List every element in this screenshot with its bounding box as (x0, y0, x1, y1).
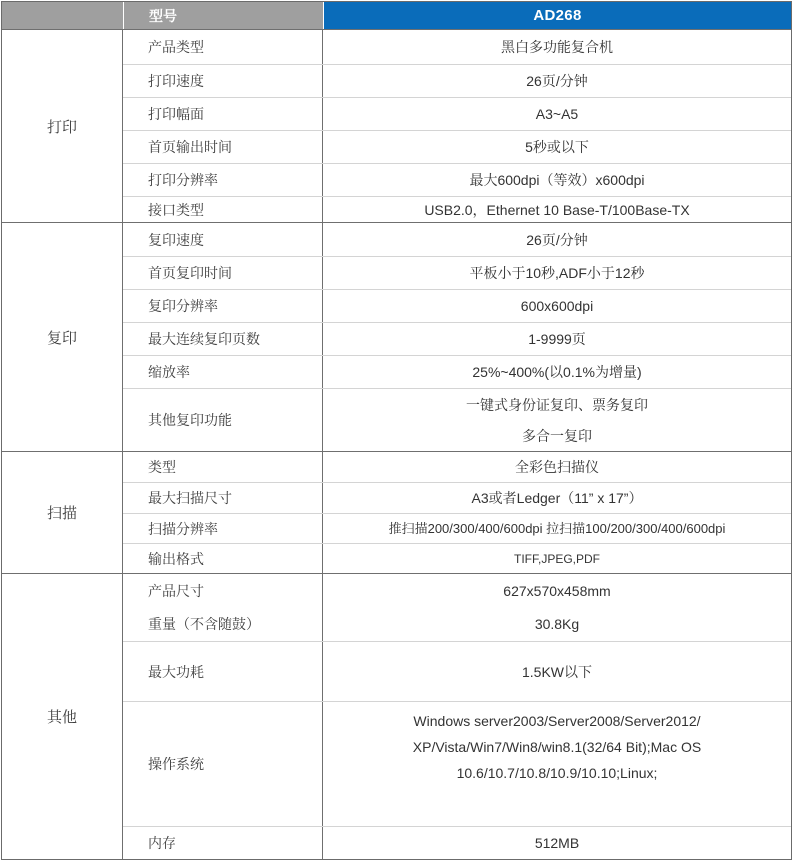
spec-value: 30.8Kg (534, 616, 580, 633)
spec-row (123, 543, 791, 573)
spec-value: USB2.0，Ethernet 10 Base-T/100Base-TX (424, 201, 690, 218)
spec-label-cell (123, 642, 323, 701)
spec-value-cell (323, 356, 791, 388)
spec-label: 打印速度 (148, 73, 204, 89)
spec-label-cell (123, 164, 323, 196)
spec-value: 全彩色扫描仪 (515, 459, 599, 475)
spec-label-cell (123, 223, 323, 256)
spec-label: 最大扫描尺寸 (148, 490, 232, 506)
section-rows (123, 574, 791, 859)
spec-label-cell (123, 483, 323, 513)
spec-value: 600x600dpi (520, 298, 594, 314)
spec-label-cell (123, 197, 323, 222)
spec-value-cell (323, 131, 791, 163)
spec-label: 产品尺寸 (148, 582, 204, 599)
spec-value-cell (323, 290, 791, 322)
spec-value-cell (323, 544, 791, 573)
section-rows (123, 223, 791, 451)
spec-row (123, 388, 791, 451)
spec-label: 重量（不含随鼓） (148, 616, 260, 633)
spec-row (123, 130, 791, 163)
spec-value-cell (323, 389, 791, 451)
section-scan (2, 451, 791, 573)
spec-value: 推扫描200/300/400/600dpi 拉扫描100/200/300/400/600dpi (388, 520, 726, 536)
spec-value: 多合一复印 (522, 427, 592, 444)
spec-value: Windows server2003/Server2008/Server2012/ (413, 713, 701, 729)
spec-row (123, 163, 791, 196)
spec-label: 输出格式 (148, 550, 204, 567)
spec-value: 512MB (534, 835, 580, 851)
spec-value-cell (323, 257, 791, 289)
spec-value-cell (323, 65, 791, 97)
spec-value-cell (323, 514, 791, 543)
spec-label: 打印分辨率 (148, 172, 218, 188)
spec-row (123, 826, 791, 859)
spec-value-cell (323, 702, 791, 826)
spec-value-cell (323, 30, 791, 64)
spec-value: 平板小于10秒,ADF小于12秒 (469, 265, 645, 281)
section-label-copy: 复印 (2, 223, 123, 451)
spec-row (123, 574, 791, 641)
spec-label-cell (123, 131, 323, 163)
spec-label-cell (123, 514, 323, 543)
spec-row (123, 196, 791, 222)
spec-value: TIFF,JPEG,PDF (513, 551, 600, 566)
spec-value: 26页/分钟 (526, 73, 588, 89)
spec-label: 首页复印时间 (148, 265, 232, 281)
spec-label-cell (123, 702, 323, 826)
spec-table (1, 1, 792, 860)
spec-row (123, 97, 791, 130)
header-corner-cell (2, 2, 123, 29)
spec-row (123, 322, 791, 355)
spec-value: 25%~400%(以0.1%为增量) (472, 364, 642, 380)
spec-row (123, 355, 791, 388)
spec-value: 627x570x458mm (503, 582, 611, 599)
spec-value: A3或者Ledger（11” x 17”） (471, 490, 643, 506)
spec-row (123, 223, 791, 256)
spec-value-cell (323, 642, 791, 701)
spec-row (123, 482, 791, 513)
spec-label: 类型 (148, 459, 176, 475)
spec-value-cell (323, 483, 791, 513)
spec-value-cell (323, 452, 791, 482)
section-print (2, 29, 791, 222)
spec-label-cell (123, 290, 323, 322)
spec-label: 最大连续复印页数 (148, 331, 260, 347)
section-label-scan: 扫描 (2, 452, 123, 573)
spec-label: 复印速度 (148, 231, 204, 248)
spec-value: 最大600dpi（等效）x600dpi (469, 172, 645, 188)
header-model-label: 型号 (123, 2, 323, 29)
spec-label: 接口类型 (148, 201, 204, 218)
spec-row (123, 64, 791, 97)
spec-label: 最大功耗 (148, 663, 204, 680)
spec-row (123, 256, 791, 289)
spec-label-cell (123, 323, 323, 355)
spec-value-cell (323, 323, 791, 355)
section-label-other: 其他 (2, 574, 123, 859)
spec-value: 1-9999页 (528, 331, 586, 347)
spec-value: A3~A5 (535, 106, 579, 122)
spec-value: 26页/分钟 (526, 231, 588, 248)
spec-row (123, 641, 791, 701)
spec-label: 产品类型 (148, 39, 204, 55)
spec-value: 一键式身份证复印、票务复印 (466, 396, 648, 413)
spec-label: 扫描分辨率 (148, 520, 218, 537)
section-other (2, 573, 791, 859)
spec-value-cell (323, 223, 791, 256)
table-header-row (2, 2, 791, 29)
section-rows (123, 452, 791, 573)
section-label-print: 打印 (2, 30, 123, 222)
spec-sections (2, 29, 791, 859)
section-copy (2, 222, 791, 451)
section-rows (123, 30, 791, 222)
spec-label-cell (123, 389, 323, 451)
spec-value: 5秒或以下 (525, 139, 589, 155)
spec-value: 10.6/10.7/10.8/10.9/10.10;Linux; (456, 765, 658, 781)
spec-row (123, 513, 791, 543)
spec-value: XP/Vista/Win7/Win8/win8.1(32/64 Bit);Mac OS (412, 739, 702, 755)
spec-value-cell (323, 827, 791, 859)
spec-label: 缩放率 (148, 364, 190, 380)
spec-row (123, 289, 791, 322)
spec-label-cell (123, 452, 323, 482)
spec-value-cell (323, 164, 791, 196)
spec-label: 其他复印功能 (148, 412, 232, 428)
spec-label: 操作系统 (148, 756, 204, 772)
spec-value: 黑白多功能复合机 (501, 39, 613, 55)
spec-label: 首页输出时间 (148, 139, 232, 155)
spec-label: 内存 (148, 835, 176, 851)
spec-label-cell (123, 257, 323, 289)
spec-label-cell (123, 30, 323, 64)
spec-label-cell (123, 356, 323, 388)
spec-row (123, 701, 791, 826)
spec-label: 打印幅面 (148, 106, 204, 122)
spec-label-cell (123, 98, 323, 130)
spec-label-cell (123, 827, 323, 859)
spec-value-cell (323, 197, 791, 222)
spec-label-cell (123, 574, 323, 641)
spec-label: 复印分辨率 (148, 298, 218, 314)
spec-value-cell (323, 98, 791, 130)
spec-row (123, 452, 791, 482)
spec-value-cell (323, 574, 791, 641)
header-model-value: AD268 (323, 2, 791, 29)
spec-value: 1.5KW以下 (521, 663, 592, 680)
spec-row (123, 30, 791, 64)
spec-label-cell (123, 65, 323, 97)
spec-label-cell (123, 544, 323, 573)
